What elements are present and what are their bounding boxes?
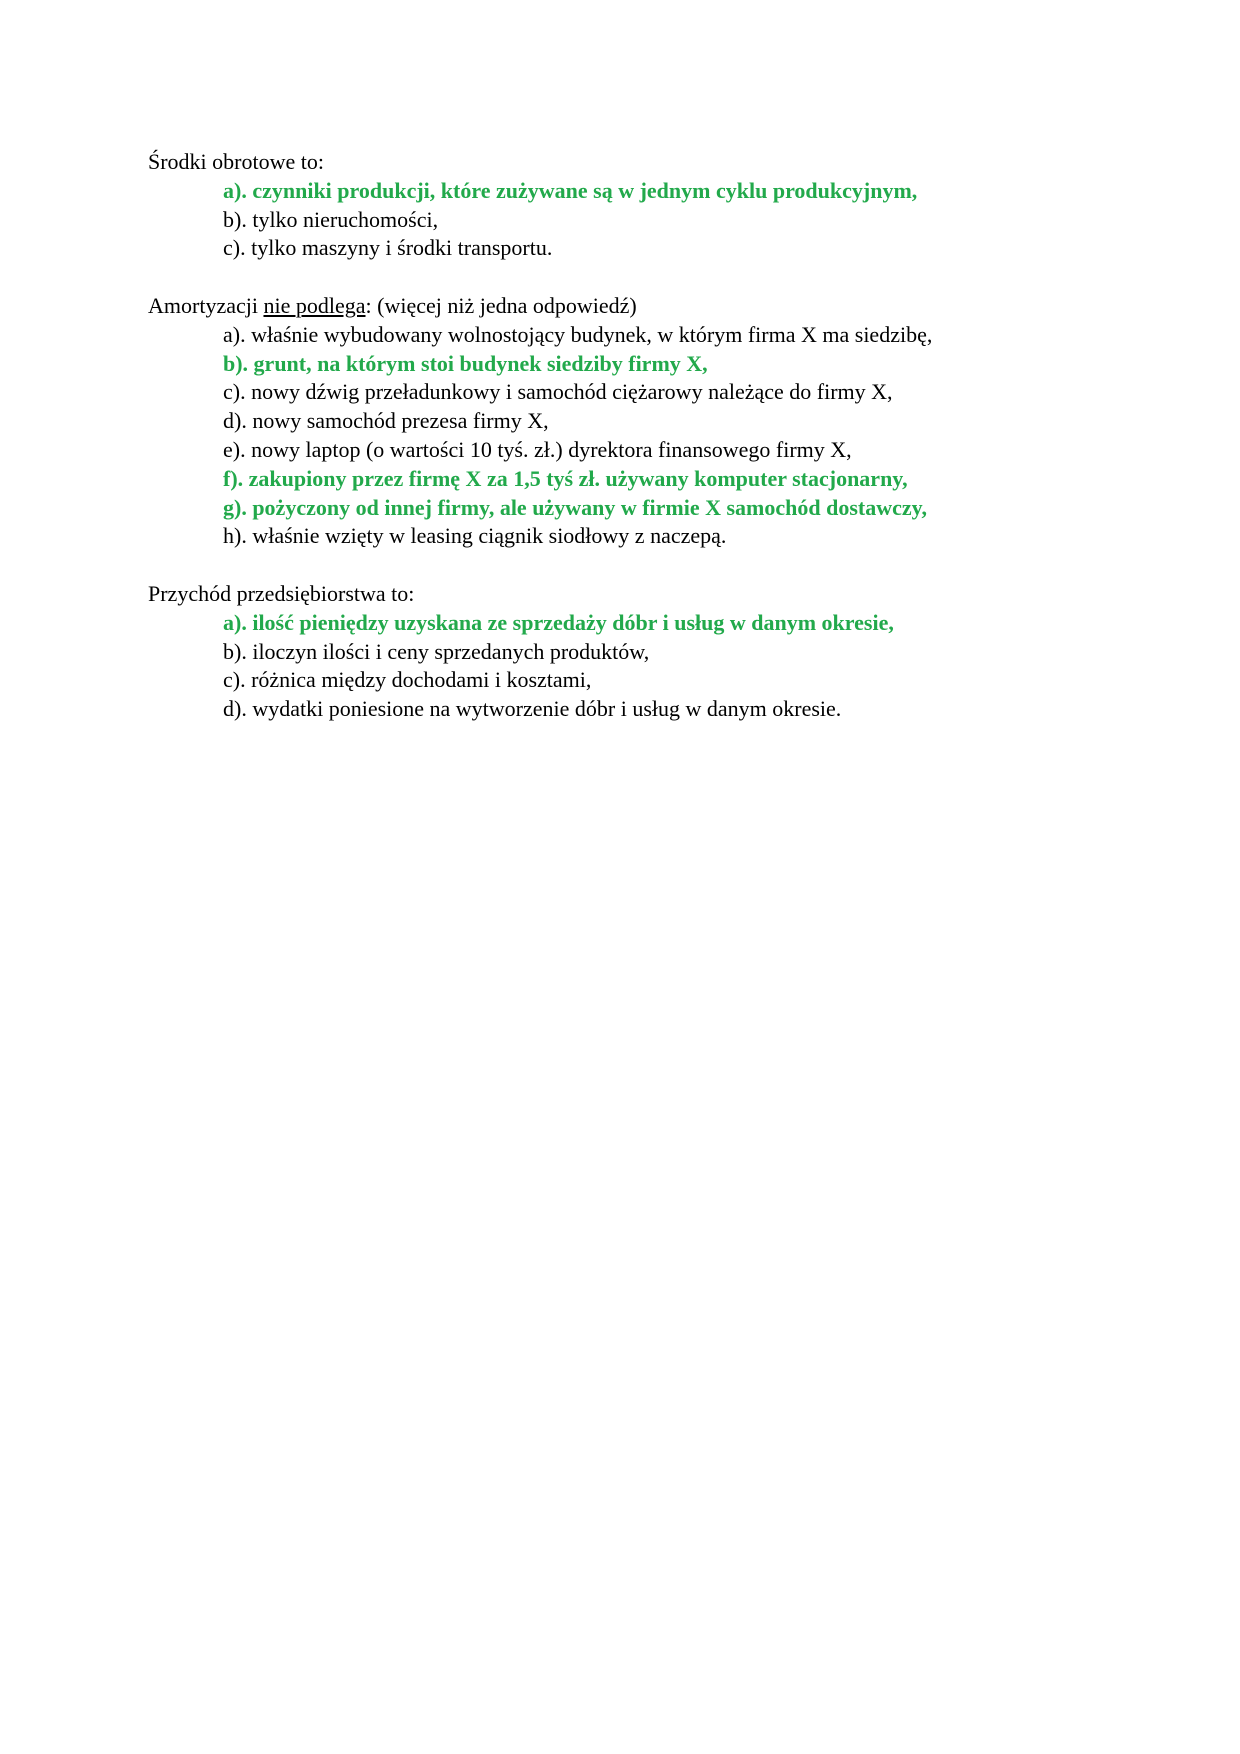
answer-2b: b). grunt, na którym stoi budynek siedziby firmy X, [223,350,708,376]
answer-2d: d). nowy samochód prezesa firmy X, [223,408,549,434]
question-2 [148,292,1108,551]
document-page [148,148,1108,753]
answer-2g: g). pożyczony od innej firmy, ale używany w firmie X samochód dostawczy, [223,494,927,520]
question-3 [148,580,1108,724]
answer-2c: c). nowy dźwig przeładunkowy i samochód ciężarowy należące do firmy X, [223,379,893,405]
question-2-stem-end: : (więcej niż jedna odpowiedź) [365,292,637,318]
answer-1b: b). tylko nieruchomości, [223,206,439,232]
question-2-stem-underlined: nie podlega [263,292,366,318]
question-2-answers [148,321,1108,551]
answer-3c: c). różnica między dochodami i kosztami, [223,667,592,693]
question-1 [148,148,1108,263]
question-1-stem: Środki obrotowe to: [148,149,324,174]
question-1-answers [148,177,1108,263]
answer-1c: c). tylko maszyny i środki transportu. [223,235,553,261]
answer-3b: b). iloczyn ilości i ceny sprzedanych produktów, [223,638,650,664]
answer-2a: a). właśnie wybudowany wolnostojący budynek, w którym firma X ma siedzibę, [223,321,933,347]
question-2-stem-start: Amortyzacji [148,292,264,318]
answer-2f: f). zakupiony przez firmę X za 1,5 tyś zł. używany komputer stacjonarny, [223,465,908,491]
answer-2h: h). właśnie wzięty w leasing ciągnik siodłowy z naczepą. [223,523,727,549]
question-2-stem [148,292,1108,321]
answer-2e: e). nowy laptop (o wartości 10 tyś. zł.) dyrektora finansowego firmy X, [223,436,852,462]
question-3-stem: Przychód przedsiębiorstwa to: [148,580,415,606]
answer-3a: a). ilość pieniędzy uzyskana ze sprzedaży dóbr i usług w danym okresie, [223,609,894,635]
answer-1a: a). czynniki produkcji, które zużywane są w jednym cyklu produkcyjnym, [223,177,918,203]
answer-3d: d). wydatki poniesione na wytworzenie dóbr i usług w danym okresie. [223,696,842,722]
question-3-answers [148,609,1108,724]
